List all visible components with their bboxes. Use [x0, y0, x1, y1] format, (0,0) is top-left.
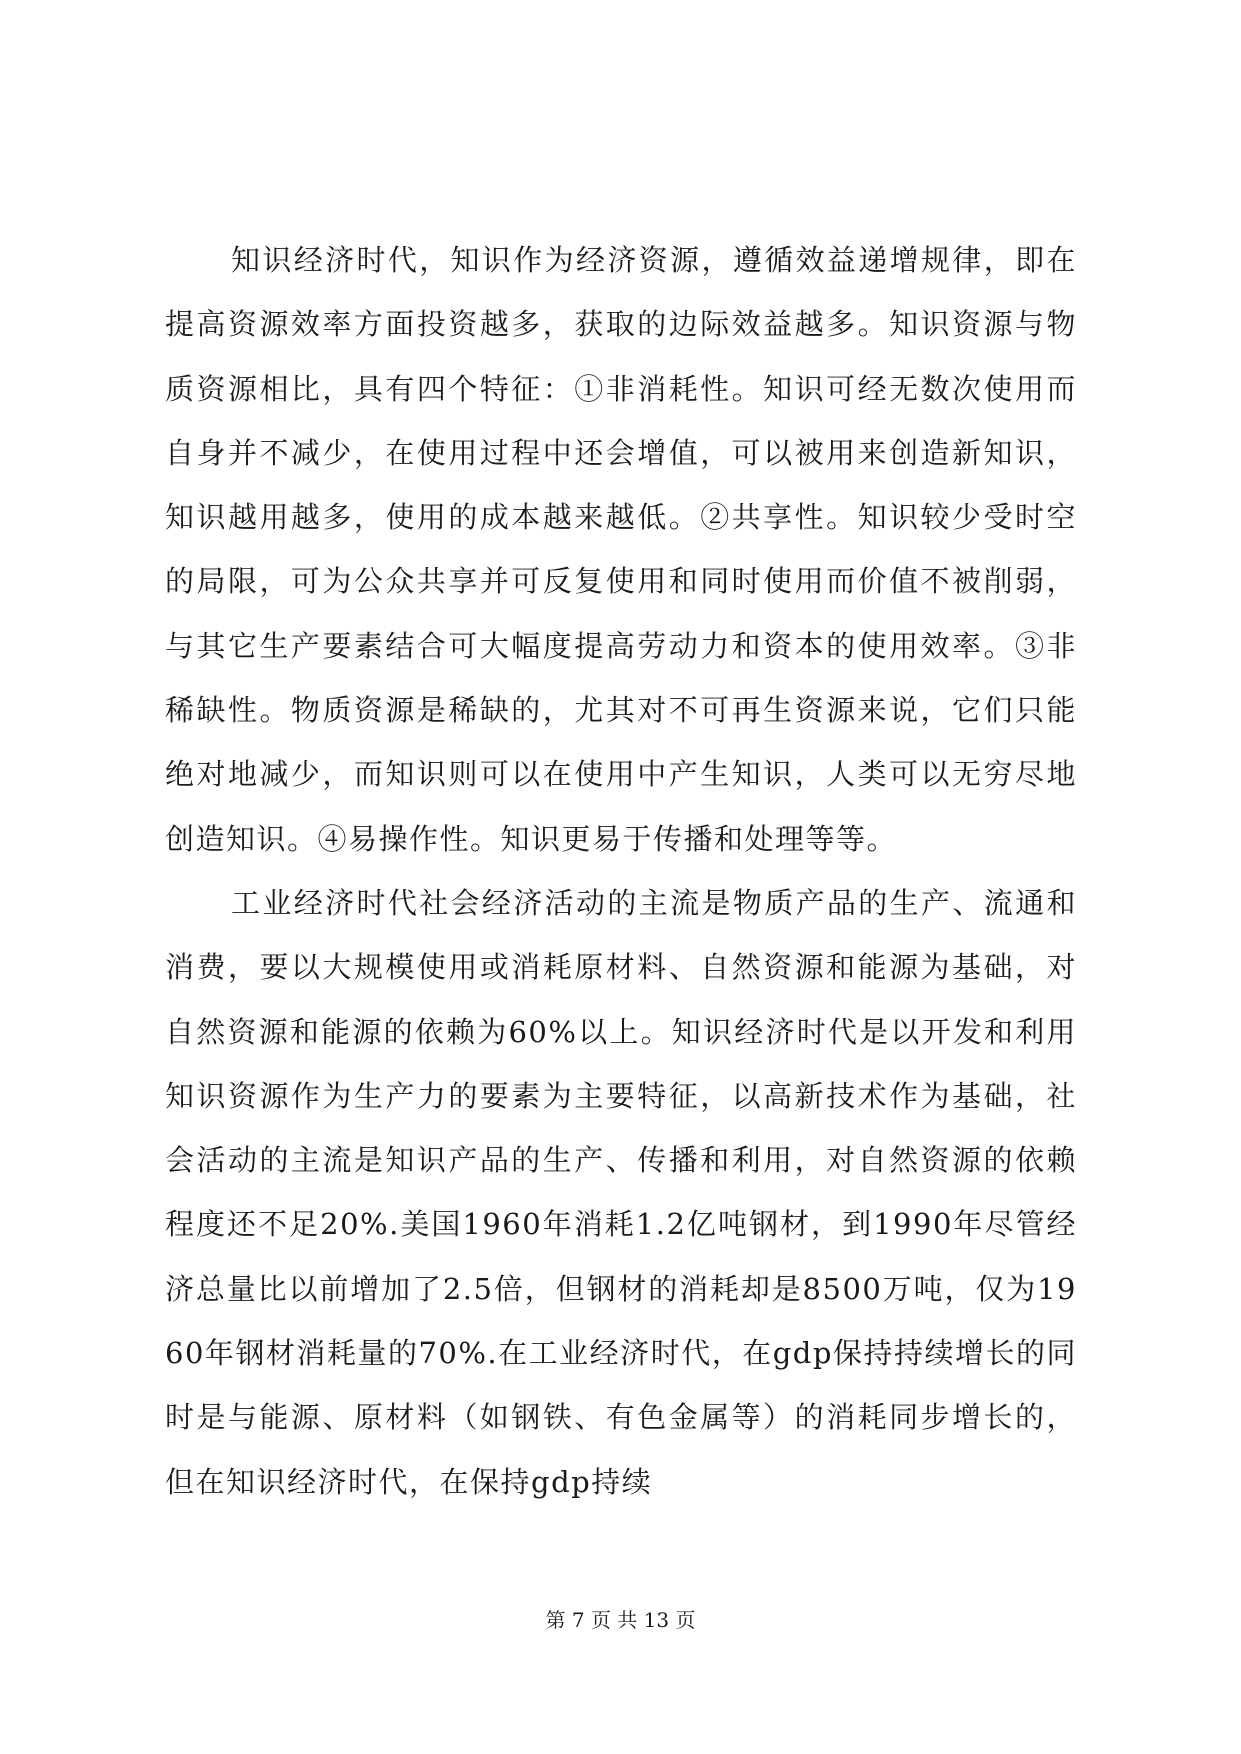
paragraph-industrial-economy: 工业经济时代社会经济活动的主流是物质产品的生产、流通和消费，要以大规模使用或消耗原材料、自然资源和能源为基础，对自然资源和能源的依赖为60%以上。知识经济时代是以开发和利用知识资源作为生产力的要素为主要特征，以高新技术作为基础，社会活动的主流是知识产品的生产、传播和利用，对自然资源的依赖程度还不足20%.美国1960年消耗1.2亿吨钢材，到1990年尽管经济总量比以前增加了2.5倍，但钢材的消耗却是8500万吨，仅为1960年钢材消耗量的70%.在工业经济时代，在gdp保持持续增长的同时是与能源、原材料（如钢铁、有色金属等）的消耗同步增长的，但在知识经济时代，在保持gdp持续	[165, 885, 1077, 1499]
page-footer: 第 7 页 共 13 页	[545, 1608, 696, 1632]
body-text	[165, 228, 1077, 1514]
paragraph-knowledge-resources: 知识经济时代，知识作为经济资源，遵循效益递增规律，即在提高资源效率方面投资越多，获取的边际效益越多。知识资源与物质资源相比，具有四个特征：①非消耗性。知识可经无数次使用而自身并不减少，在使用过程中还会增值，可以被用来创造新知识，知识越用越多，使用的成本越来越低。②共享性。知识较少受时空的局限，可为公众共享并可反复使用和同时使用而价值不被削弱，与其它生产要素结合可大幅度提高劳动力和资本的使用效率。③非稀缺性。物质资源是稀缺的，尤其对不可再生资源来说，它们只能绝对地减少，而知识则可以在使用中产生知识，人类可以无穷尽地创造知识。④易操作性。知识更易于传播和处理等等。	[165, 243, 1077, 856]
